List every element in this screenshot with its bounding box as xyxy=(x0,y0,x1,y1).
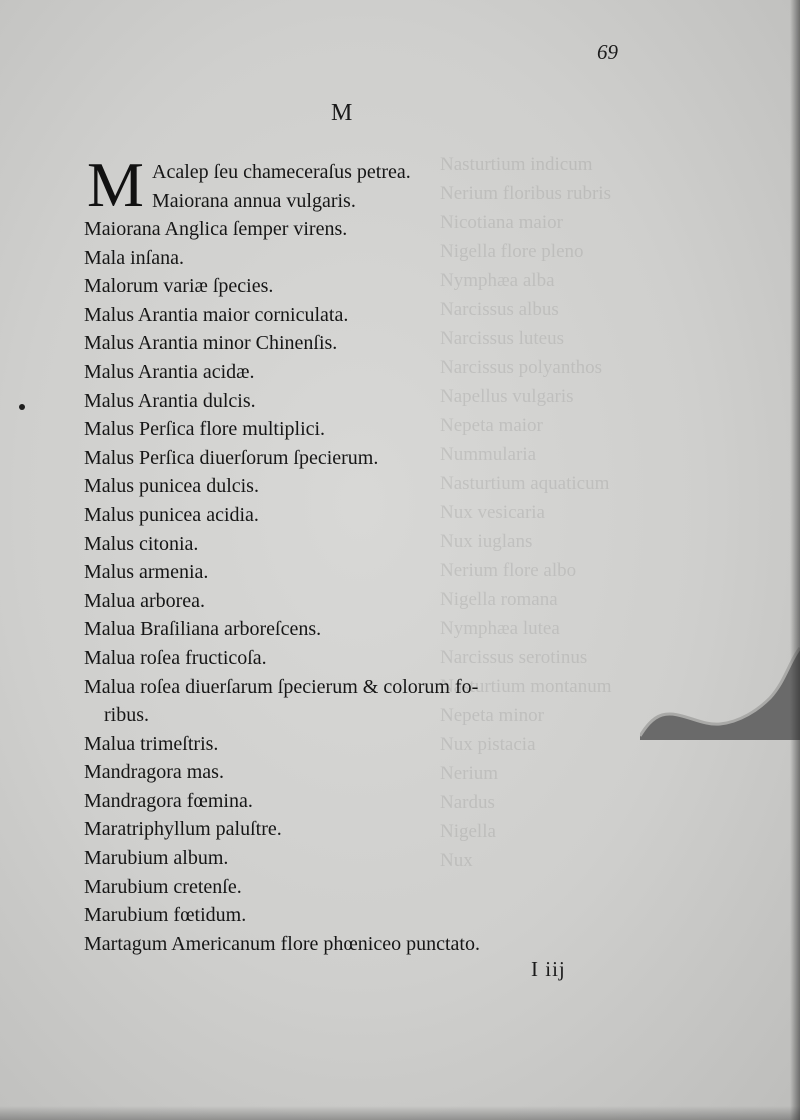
list-item: Mandragora fœmina. xyxy=(84,789,253,812)
list-item: Malus citonia. xyxy=(84,532,199,555)
list-item: Acalep ſeu chameceraſus petrea. xyxy=(152,161,411,183)
list-item: Malua trimeſtris. xyxy=(84,732,219,755)
drop-cap: M xyxy=(87,149,144,220)
list-item: Martagum Americanum flore phœniceo punctato. xyxy=(84,932,480,955)
list-item: Malus Arantia acidæ. xyxy=(84,360,255,383)
list-item: Marubium fœtidum. xyxy=(84,904,247,927)
list-item: Malua roſea fructicoſa. xyxy=(84,646,267,669)
list-item: Malus punicea dulcis. xyxy=(84,475,259,498)
list-item: Malus Perſica flore multiplici. xyxy=(84,418,326,441)
plant-list xyxy=(84,149,644,958)
list-item: Marubium album. xyxy=(84,847,229,870)
list-item: Maiorana Anglica ſemper virens. xyxy=(84,218,348,240)
list-item: Malua roſea diuerſarum ſpecierum & colorum fo- xyxy=(84,675,479,698)
list-item: Malua arborea. xyxy=(84,589,206,612)
page-number: 69 xyxy=(597,40,618,64)
ink-spot xyxy=(19,404,25,410)
list-item: Mandragora mas. xyxy=(84,761,224,784)
list-item: Malus Arantia dulcis. xyxy=(84,389,256,412)
list-item: Malus armenia. xyxy=(84,561,209,584)
list-item: Malus punicea acidia. xyxy=(84,503,259,526)
list-item: Malua Braſiliana arboreſcens. xyxy=(84,618,322,641)
list-item-continuation: ribus. xyxy=(104,704,149,727)
list-item: Maiorana annua vulgaris. xyxy=(152,189,356,212)
torn-paper-edge xyxy=(640,640,800,740)
list-item: Malorum variæ ſpecies. xyxy=(84,275,274,298)
first-entry xyxy=(84,149,644,220)
page-edge-bottom xyxy=(0,1106,800,1120)
list-item: Marubium cretenſe. xyxy=(84,875,242,898)
list-item: Malus Arantia maior corniculata. xyxy=(84,303,349,326)
page-edge-right xyxy=(790,0,800,1120)
section-heading: M xyxy=(331,100,354,126)
bleed-through-text: Nasturtium indicum Nerium floribus rubris Nicotiana maior Nigella flore pleno Nymphæa alba Narcissus albus Narcissus luteus Narcissus polyanthos Napellus vulgaris Nepeta maior Nummularia Nasturtium aquaticum Nux vesicaria Nux iuglans Nerium flore albo Nigella romana Nymphæa lutea Narcissus serotinus Nasturtium montanum Nepeta minor Nux pistacia Nerium Nardus Nigella Nux xyxy=(440,154,612,871)
list-item: Mala inſana. xyxy=(84,246,184,269)
list-item: Maratriphyllum paluſtre. xyxy=(84,818,282,841)
signature-mark: I iij xyxy=(531,957,566,981)
list-item: Malus Perſica diuerſorum ſpecierum. xyxy=(84,446,379,469)
list-item: Malus Arantia minor Chinenſis. xyxy=(84,332,338,355)
